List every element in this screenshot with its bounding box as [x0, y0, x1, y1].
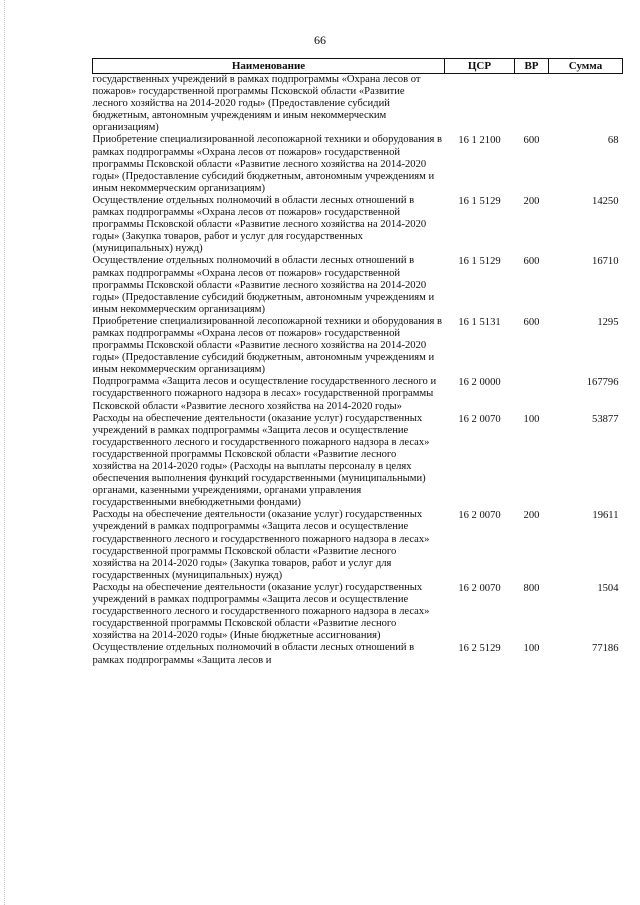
row-vr: 600 — [523, 135, 540, 147]
row-csr — [445, 74, 515, 135]
row-sum: 53877 — [592, 413, 619, 425]
table-row — [93, 413, 623, 510]
row-vr — [515, 74, 549, 135]
row-name: Подпрограмма «Защита лесов и осуществление государственного лесного и государственного пожарного надзора в лесах» государственной программы Псковской области «Развитие лесного хозяйства на 2014-2020 годы» — [92, 376, 437, 412]
header-sum: Сумма — [549, 59, 623, 74]
row-csr: 16 2 0070 — [458, 413, 501, 425]
row-name: Приобретение специализированной лесопожарной техники и оборудования в рамках подпрограммы «Охрана лесов от пожаров» государственной программы Псковской области «Развитие лесного хозяйства на 2014-2020 годы» (Предоставление субсидий бюджетным, автономным учреждениям и иным некоммерческим организациям) — [92, 134, 442, 194]
table-row — [93, 642, 623, 666]
row-sum: 77186 — [592, 643, 619, 655]
budget-table — [92, 58, 623, 667]
row-sum — [549, 74, 623, 135]
row-csr: 16 1 5129 — [458, 256, 501, 268]
table-row — [93, 509, 623, 582]
table-row — [93, 255, 623, 315]
row-vr: 100 — [523, 643, 540, 655]
row-name: Расходы на обеспечение деятельности (оказание услуг) государственных учреждений в рамках подпрограммы «Защита лесов и осуществление государственного лесного и государственного пожарного надзора в лесах» государственной программы Псковской области «Развитие лесного хозяйства на 2014-2020 годы» (Иные бюджетные ассигнования) — [92, 581, 430, 642]
table-row — [93, 316, 623, 376]
table-body — [93, 74, 623, 667]
row-name: Приобретение специализированной лесопожарной техники и оборудования в рамках подпрограммы «Охрана лесов от пожаров» государственной программы Псковской области «Развитие лесного хозяйства на 2014-2020 годы» (Предоставление субсидий бюджетным, автономным учреждениям и иным некоммерческим организациям) — [92, 315, 442, 376]
row-sum: 14250 — [592, 195, 619, 207]
header-vr: ВР — [515, 59, 549, 74]
row-name: Осуществление отдельных полномочий в области лесных отношений в рамках подпрограммы «Защита лесов и — [92, 642, 415, 666]
row-csr: 16 2 5129 — [458, 643, 501, 655]
row-name: Осуществление отдельных полномочий в области лесных отношений в рамках подпрограммы «Охрана лесов от пожаров» государственной программы Псковской области «Развитие лесного хозяйства на 2014-2020 годы» (Закупка товаров, работ и услуг для государственных (муниципальных) нужд) — [92, 194, 427, 255]
row-name: государственных учреждений в рамках подпрограммы «Охрана лесов от пожаров» государственной программы Псковской области «Развитие лесного хозяйства на 2014-2020 годы» (Предоставление субсидий бюджетным, автономным учреждениям и иным некоммерческим организациям) — [92, 74, 421, 134]
row-name: Расходы на обеспечение деятельности (оказание услуг) государственных учреждений в рамках подпрограммы «Защита лесов и осуществление государственного лесного и государственного пожарного надзора в лесах» государственной программы Псковской области «Развитие лесного хозяйства на 2014-2020 годы» (Закупка товаров, работ и услуг для государственных (муниципальных) нужд) — [92, 509, 430, 581]
row-csr: 16 2 0000 — [458, 377, 501, 389]
row-sum: 19611 — [592, 510, 619, 522]
row-sum: 1295 — [597, 316, 619, 328]
page-number: 66 — [314, 33, 326, 47]
row-vr: 200 — [523, 510, 540, 522]
row-vr: 600 — [523, 316, 540, 328]
row-sum: 16710 — [592, 256, 619, 268]
table-row — [93, 134, 623, 194]
row-csr: 16 2 0070 — [458, 510, 501, 522]
table-header-row — [93, 59, 623, 74]
row-sum: 167796 — [586, 377, 619, 389]
table-row — [93, 74, 623, 135]
scan-edge — [4, 0, 6, 905]
row-csr: 16 1 5131 — [458, 316, 501, 328]
row-csr: 16 2 0070 — [458, 582, 501, 594]
row-name: Расходы на обеспечение деятельности (оказание услуг) государственных учреждений в рамках подпрограммы «Защита лесов и осуществление государственного лесного и государственного пожарного надзора в лесах» государственной программы Псковской области «Развитие лесного хозяйства на 2014-2020 годы» (Расходы на выплаты персоналу в целях обеспечения выполнения функций государственными (муниципальными) органами, казенными учреждениями, органами управления государственными внебюджетными фондами) — [92, 412, 430, 509]
table-row — [93, 376, 623, 412]
header-csr: ЦСР — [445, 59, 515, 74]
row-sum: 1504 — [597, 582, 619, 594]
row-name: Осуществление отдельных полномочий в области лесных отношений в рамках подпрограммы «Охрана лесов от пожаров» государственной программы Псковской области «Развитие лесного хозяйства на 2014-2020 годы» (Предоставление субсидий бюджетным, автономным учреждениям и иным некоммерческим организациям) — [92, 255, 435, 315]
header-name: Наименование — [93, 59, 445, 74]
row-csr: 16 1 5129 — [458, 195, 501, 207]
table-row — [93, 195, 623, 255]
row-vr — [515, 376, 549, 412]
row-sum: 68 — [607, 135, 619, 147]
row-vr: 600 — [523, 256, 540, 268]
table-row — [93, 582, 623, 642]
row-vr: 200 — [523, 195, 540, 207]
row-csr: 16 1 2100 — [458, 135, 501, 147]
row-vr: 800 — [523, 582, 540, 594]
row-vr: 100 — [523, 413, 540, 425]
